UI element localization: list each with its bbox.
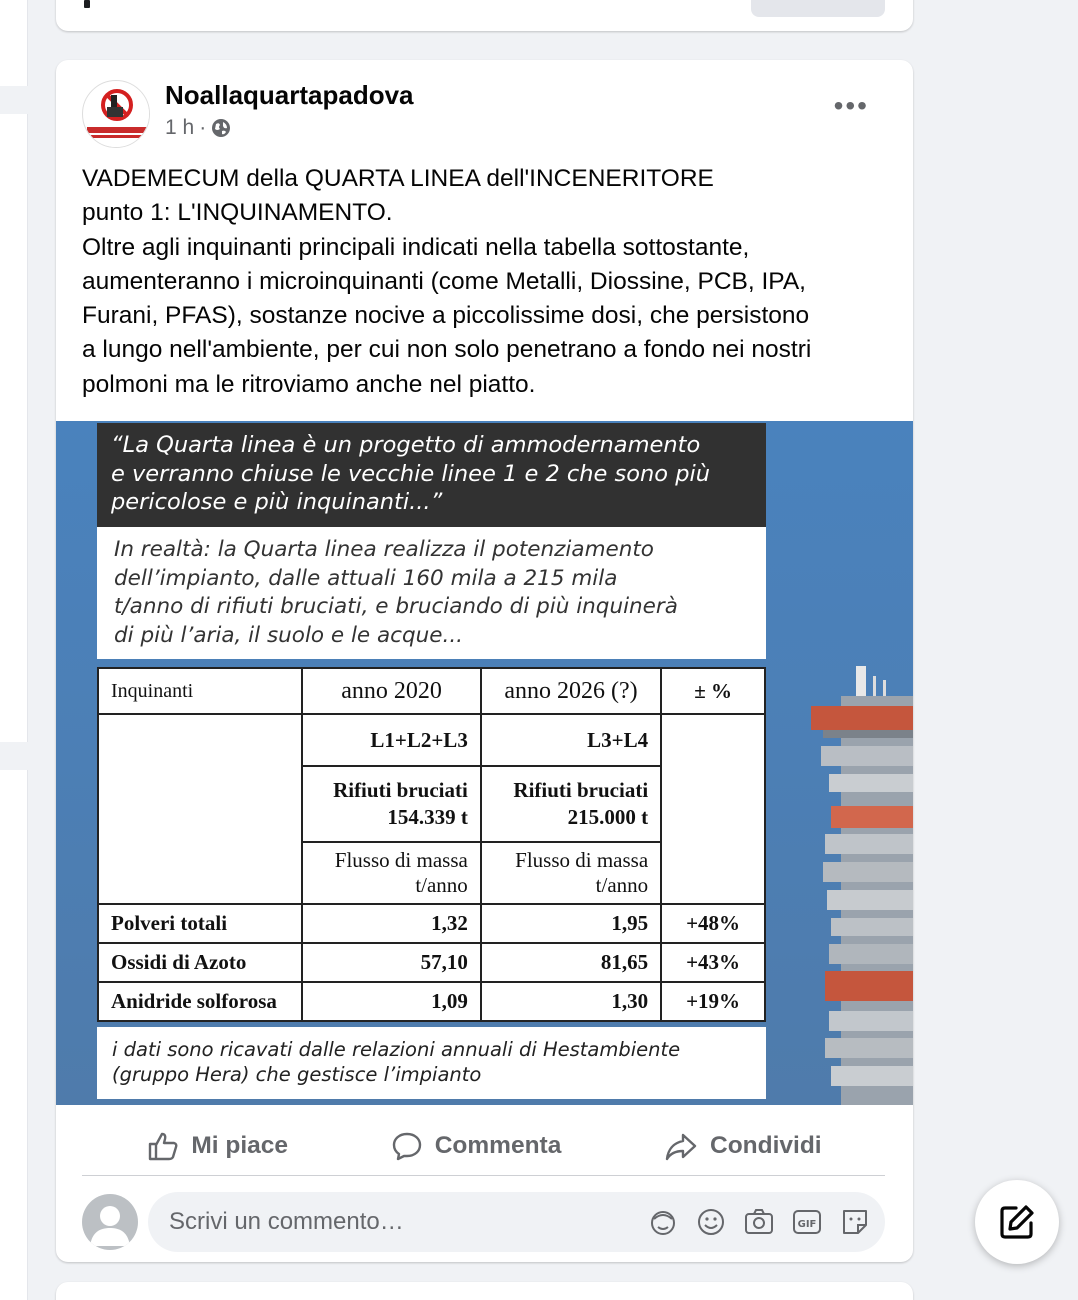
actions-divider (82, 1175, 885, 1176)
source-note (97, 1027, 766, 1099)
table-cell: L3+L4 (481, 714, 661, 766)
table-cell: Ossidi di Azoto (98, 943, 302, 982)
table-header-cell: Inquinanti (98, 668, 302, 714)
comment-input-wrapper (148, 1192, 885, 1252)
table-cell: Anidride solforosa (98, 982, 302, 1021)
gif-icon[interactable] (791, 1206, 823, 1238)
post-text-line: VADEMECUM della QUARTA LINEA dell'INCENERITORE (82, 165, 714, 192)
sidebar-gap (0, 86, 28, 114)
source-line: (gruppo Hera) che gestisce l’impianto (112, 1063, 482, 1086)
table-cell: Polveri totali (98, 904, 302, 943)
quote-box (97, 423, 766, 527)
author-name[interactable]: Noallaquartapadova (165, 80, 414, 110)
post-text-line: a lungo nell'ambiente, per cui non solo penetrano a fondo nei nostri (82, 336, 812, 364)
quote-line: e verranno chiuse le vecchie linee 1 e 2 che sono più (111, 460, 711, 487)
flusso-unit: t/anno (415, 873, 468, 897)
like-button[interactable] (147, 1130, 288, 1162)
quote-line: “La Quarta linea è un progetto di ammodernamento (111, 432, 701, 458)
page-avatar[interactable] (82, 80, 150, 148)
share-button[interactable] (664, 1130, 822, 1162)
comment-button[interactable] (391, 1130, 562, 1162)
table-cell: 57,10 (302, 943, 481, 982)
new-message-button[interactable] (975, 1180, 1059, 1264)
pollutants-table (97, 667, 766, 1022)
reality-line: dell’impianto, dalle attuali 160 mila a 215 mila (114, 565, 618, 591)
like-label: Mi piace (191, 1132, 289, 1159)
thumbs-up-icon (147, 1130, 179, 1162)
incinerator-building-illustration (811, 666, 913, 1105)
comment-bubble-icon (391, 1130, 423, 1162)
source-line: i dati sono ricavati dalle relazioni annuali di Hestambiente (112, 1038, 681, 1061)
post-text (82, 162, 882, 402)
reality-line: In realtà: la Quarta linea realizza il potenziamento (114, 537, 654, 562)
more-options-icon[interactable]: ••• (833, 90, 869, 121)
previous-post-card (56, 0, 913, 31)
sidebar-gap (0, 742, 28, 770)
table-cell: +48% (661, 904, 765, 943)
globe-icon[interactable] (211, 118, 231, 138)
table-row (98, 904, 765, 943)
share-label: Condividi (710, 1132, 822, 1159)
post-text-line: aumenteranno i microinquinanti (come Metalli, Diossine, PCB, IPA, (82, 267, 806, 295)
post-card (56, 60, 913, 1262)
table-cell: +19% (661, 982, 765, 1021)
post-text-line: Oltre agli inquinanti principali indicati nella tabella sottostante, (82, 233, 750, 261)
share-arrow-icon (664, 1130, 698, 1162)
table-cell (481, 766, 661, 842)
avatar-sticker-icon[interactable] (647, 1206, 679, 1238)
post-actions (56, 1120, 913, 1172)
comment-composer (82, 1192, 885, 1252)
user-avatar[interactable] (82, 1194, 138, 1250)
comment-tools (647, 1206, 871, 1238)
compose-icon (997, 1202, 1037, 1242)
comment-label: Commenta (434, 1132, 562, 1159)
table-header-cell: ± % (661, 668, 765, 714)
post-text-line: punto 1: L'INQUINAMENTO. (82, 199, 393, 227)
default-user-icon (82, 1194, 138, 1250)
next-post-card (56, 1282, 913, 1300)
svg-text:GIF: GIF (797, 1219, 817, 1230)
reality-line: di più l’aria, il suolo e le acque... (114, 622, 463, 648)
post-image[interactable] (56, 421, 913, 1105)
left-sidebar-edge (0, 0, 28, 1300)
table-header-cell: anno 2020 (302, 668, 481, 714)
quote-line: pericolose e più inquinanti...” (111, 489, 443, 515)
previous-post-button[interactable] (751, 0, 885, 17)
camera-icon[interactable] (743, 1206, 775, 1238)
post-header (82, 80, 887, 150)
comment-input[interactable] (169, 1208, 609, 1236)
table-cell-empty (661, 714, 765, 904)
rifiuti-label: Rifiuti bruciati (333, 778, 468, 802)
emoji-icon[interactable] (695, 1206, 727, 1238)
meta-separator: · (199, 116, 207, 139)
post-meta (165, 116, 231, 140)
table-header-row (98, 668, 765, 714)
table-cell: 1,95 (481, 904, 661, 943)
rifiuti-value: 154.339 t (387, 805, 468, 829)
table-cell: 1,09 (302, 982, 481, 1021)
table-cell (302, 842, 481, 904)
post-text-line: Furani, PFAS), sostanze nocive a piccolissime dosi, che persistono (82, 302, 810, 330)
flusso-label: Flusso di massa (334, 848, 468, 872)
table-header-cell: anno 2026 (?) (481, 668, 661, 714)
table-cell: 1,30 (481, 982, 661, 1021)
table-row (98, 943, 765, 982)
rifiuti-value: 215.000 t (567, 805, 649, 829)
table-cell: L1+L2+L3 (302, 714, 481, 766)
reality-line: t/anno di rifiuti bruciati, e bruciando di più inquinerà (114, 594, 678, 619)
previous-post-fragment (84, 0, 90, 8)
post-time[interactable]: 1 h (165, 116, 195, 139)
post-text-line: polmoni ma le ritroviamo anche nel piatto. (82, 370, 536, 398)
table-cell: +43% (661, 943, 765, 982)
table-row (98, 714, 765, 766)
table-cell (302, 766, 481, 842)
table-cell: 1,32 (302, 904, 481, 943)
table-cell: 81,65 (481, 943, 661, 982)
table-cell (481, 842, 661, 904)
flusso-unit: t/anno (595, 873, 649, 897)
table-cell-empty (98, 714, 302, 904)
rifiuti-label: Rifiuti bruciati (513, 778, 649, 802)
table-row (98, 982, 765, 1021)
flusso-label: Flusso di massa (515, 848, 649, 872)
reality-box (97, 527, 766, 659)
logo-icon (83, 81, 150, 148)
sticker-icon[interactable] (839, 1206, 871, 1238)
